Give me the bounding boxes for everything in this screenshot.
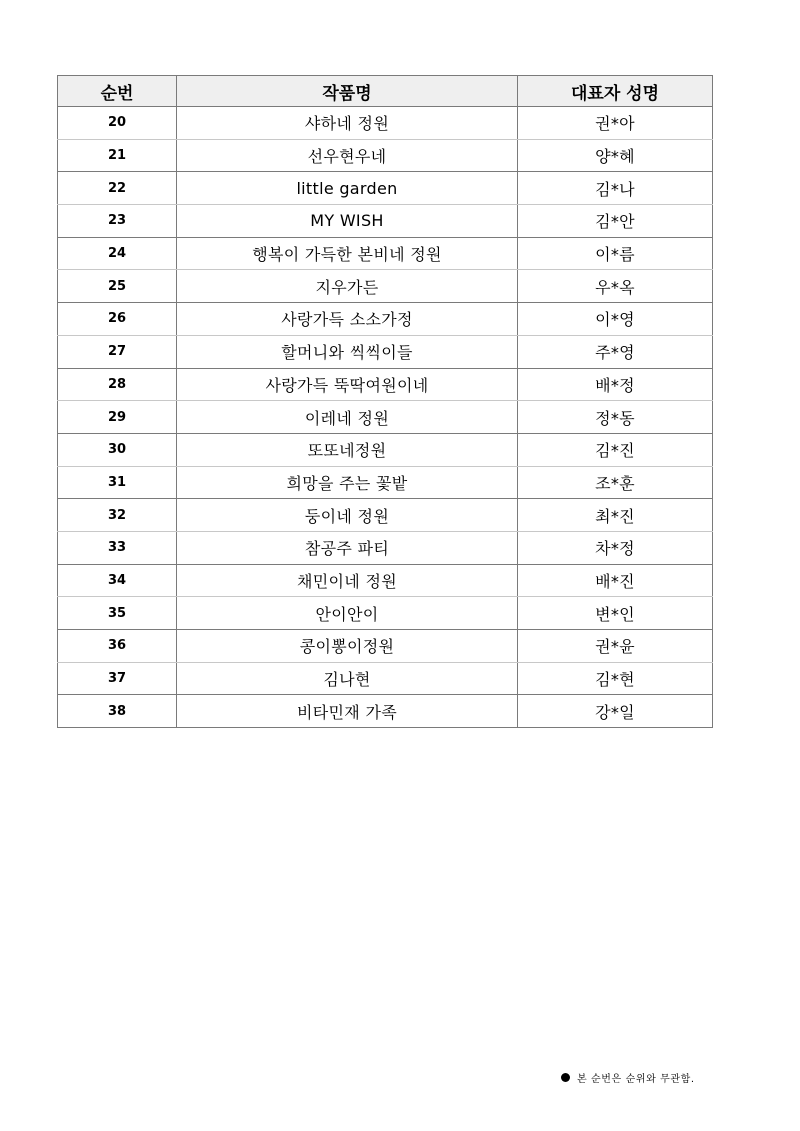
row-title: 사랑가득 소소가정 [177, 303, 518, 336]
table-row [58, 433, 713, 466]
row-representative: 차*정 [518, 531, 713, 564]
table-row [58, 270, 713, 303]
row-number: 33 [58, 531, 177, 564]
row-representative: 김*현 [518, 662, 713, 695]
row-title: 희망을 주는 꽃밭 [177, 466, 518, 499]
row-representative: 배*정 [518, 368, 713, 401]
table-row [58, 695, 713, 728]
row-representative: 김*안 [518, 205, 713, 238]
row-number: 27 [58, 335, 177, 368]
row-title: little garden [177, 172, 518, 205]
filled-circle-icon [561, 1073, 570, 1082]
table-row [58, 303, 713, 336]
row-representative: 정*동 [518, 401, 713, 434]
row-title: 할머니와 씩씩이들 [177, 335, 518, 368]
table-body [58, 107, 713, 728]
footnote-text: 본 순번은 순위와 무관함. [577, 1074, 695, 1085]
row-number: 30 [58, 433, 177, 466]
row-representative: 변*인 [518, 597, 713, 630]
row-number: 26 [58, 303, 177, 336]
row-number: 21 [58, 139, 177, 172]
table-row [58, 237, 713, 270]
row-representative: 이*름 [518, 237, 713, 270]
table-header-row [58, 76, 713, 107]
row-title: 김나현 [177, 662, 518, 695]
table-row [58, 531, 713, 564]
row-number: 23 [58, 205, 177, 238]
row-representative: 배*진 [518, 564, 713, 597]
table-row [58, 368, 713, 401]
row-title: 콩이뽕이정원 [177, 630, 518, 663]
table-row [58, 107, 713, 140]
row-number: 24 [58, 237, 177, 270]
row-representative: 최*진 [518, 499, 713, 532]
row-title: 참공주 파티 [177, 531, 518, 564]
table-row [58, 172, 713, 205]
row-number: 36 [58, 630, 177, 663]
row-representative: 조*훈 [518, 466, 713, 499]
row-title: 이레네 정원 [177, 401, 518, 434]
row-title: 둥이네 정원 [177, 499, 518, 532]
row-number: 38 [58, 695, 177, 728]
table-row [58, 597, 713, 630]
row-representative: 이*영 [518, 303, 713, 336]
row-representative: 권*윤 [518, 630, 713, 663]
row-title: 샤하네 정원 [177, 107, 518, 140]
row-representative: 주*영 [518, 335, 713, 368]
row-number: 32 [58, 499, 177, 532]
row-title: 안이안이 [177, 597, 518, 630]
table-row [58, 564, 713, 597]
row-number: 20 [58, 107, 177, 140]
row-title: 행복이 가득한 본비네 정원 [177, 237, 518, 270]
footnote [561, 1070, 695, 1085]
row-representative: 권*아 [518, 107, 713, 140]
row-number: 22 [58, 172, 177, 205]
table-row [58, 401, 713, 434]
row-title: 사랑가득 뚝딱여원이네 [177, 368, 518, 401]
row-number: 31 [58, 466, 177, 499]
row-representative: 우*옥 [518, 270, 713, 303]
row-title: 선우현우네 [177, 139, 518, 172]
row-representative: 강*일 [518, 695, 713, 728]
row-title: 지우가든 [177, 270, 518, 303]
row-number: 25 [58, 270, 177, 303]
row-number: 35 [58, 597, 177, 630]
row-representative: 김*나 [518, 172, 713, 205]
row-title: 채민이네 정원 [177, 564, 518, 597]
table-row [58, 205, 713, 238]
row-representative: 김*진 [518, 433, 713, 466]
header-title: 작품명 [177, 76, 518, 107]
row-number: 34 [58, 564, 177, 597]
table-row [58, 499, 713, 532]
header-representative: 대표자 성명 [518, 76, 713, 107]
table-row [58, 139, 713, 172]
row-title: 비타민재 가족 [177, 695, 518, 728]
table-row [58, 630, 713, 663]
row-number: 37 [58, 662, 177, 695]
row-title: MY WISH [177, 205, 518, 238]
row-number: 28 [58, 368, 177, 401]
row-title: 또또네정원 [177, 433, 518, 466]
table-row [58, 335, 713, 368]
header-no: 순번 [58, 76, 177, 107]
table-row [58, 662, 713, 695]
row-number: 29 [58, 401, 177, 434]
row-representative: 양*혜 [518, 139, 713, 172]
table-row [58, 466, 713, 499]
entries-table [57, 75, 713, 728]
